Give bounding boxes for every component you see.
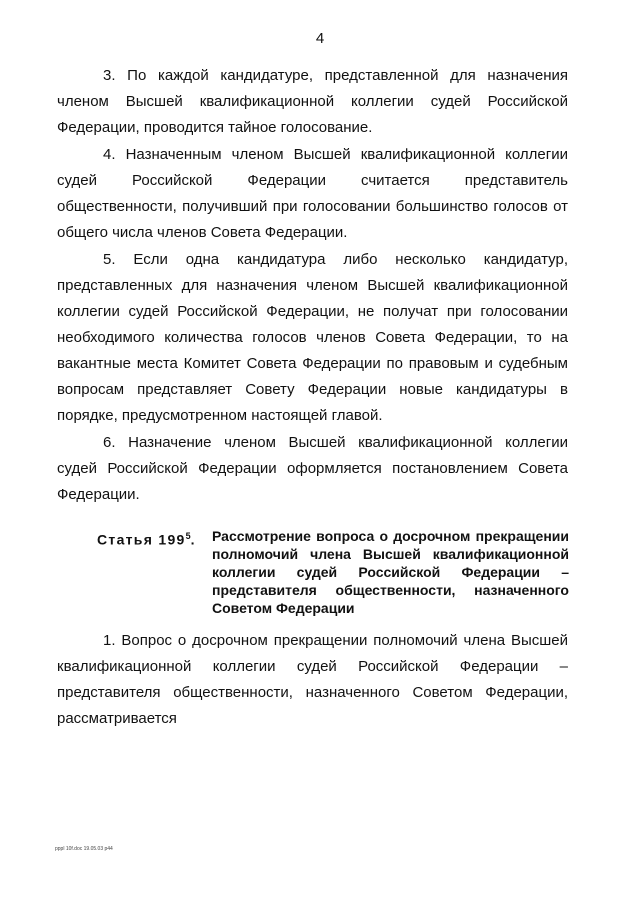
paragraph-5: 5. Если одна кандидатура либо несколько кандидатур, представленных для назначения членом Высшей квалификационной коллегии судей Российской Федерации, не получат при голосовании необходимого количества голосов членов Совета Федерации, то на вакантные места Комитет Совета Федерации по правовым и судебным вопросам представляет Совету Федерации новые кандидатуры в порядке, предусмотренном настоящей главой. <box>57 251 568 424</box>
footer-file-stamp: pppl 10f.doc 19.05.03 p44 <box>55 846 113 852</box>
paragraph-6: 6. Назначение членом Высшей квалификационной коллегии судей Российской Федерации оформляется постановлением Совета Федерации. <box>57 434 568 503</box>
article-label <box>97 527 212 617</box>
article-heading <box>97 527 569 617</box>
paragraph-3: 3. По каждой кандидатуре, представленной для назначения членом Высшей квалификационной коллегии судей Российской Федерации, проводится тайное голосование. <box>57 67 568 136</box>
page-number: 4 <box>315 30 325 47</box>
article-label-suffix: . <box>190 531 196 548</box>
main-text <box>57 63 568 509</box>
article-text <box>57 628 568 733</box>
article-number: Статья 199 <box>97 531 186 548</box>
paragraph-4: 4. Назначенным членом Высшей квалификационной коллегии судей Российской Федерации считается представитель общественности, получивший при голосовании большинство голосов от общего числа членов Совета Федерации. <box>57 146 568 241</box>
article-paragraph-1: 1. Вопрос о досрочном прекращении полномочий члена Высшей квалификационной коллегии судей Российской Федерации – представителя общественности, назначенного Советом Федерации, рассматривается <box>57 632 568 727</box>
article-title: Рассмотрение вопроса о досрочном прекращении полномочий члена Высшей квалификационной коллегии судей Российской Федерации – представителя общественности, назначенного Советом Федерации <box>212 528 569 616</box>
article-superscript: 5 <box>185 531 191 541</box>
